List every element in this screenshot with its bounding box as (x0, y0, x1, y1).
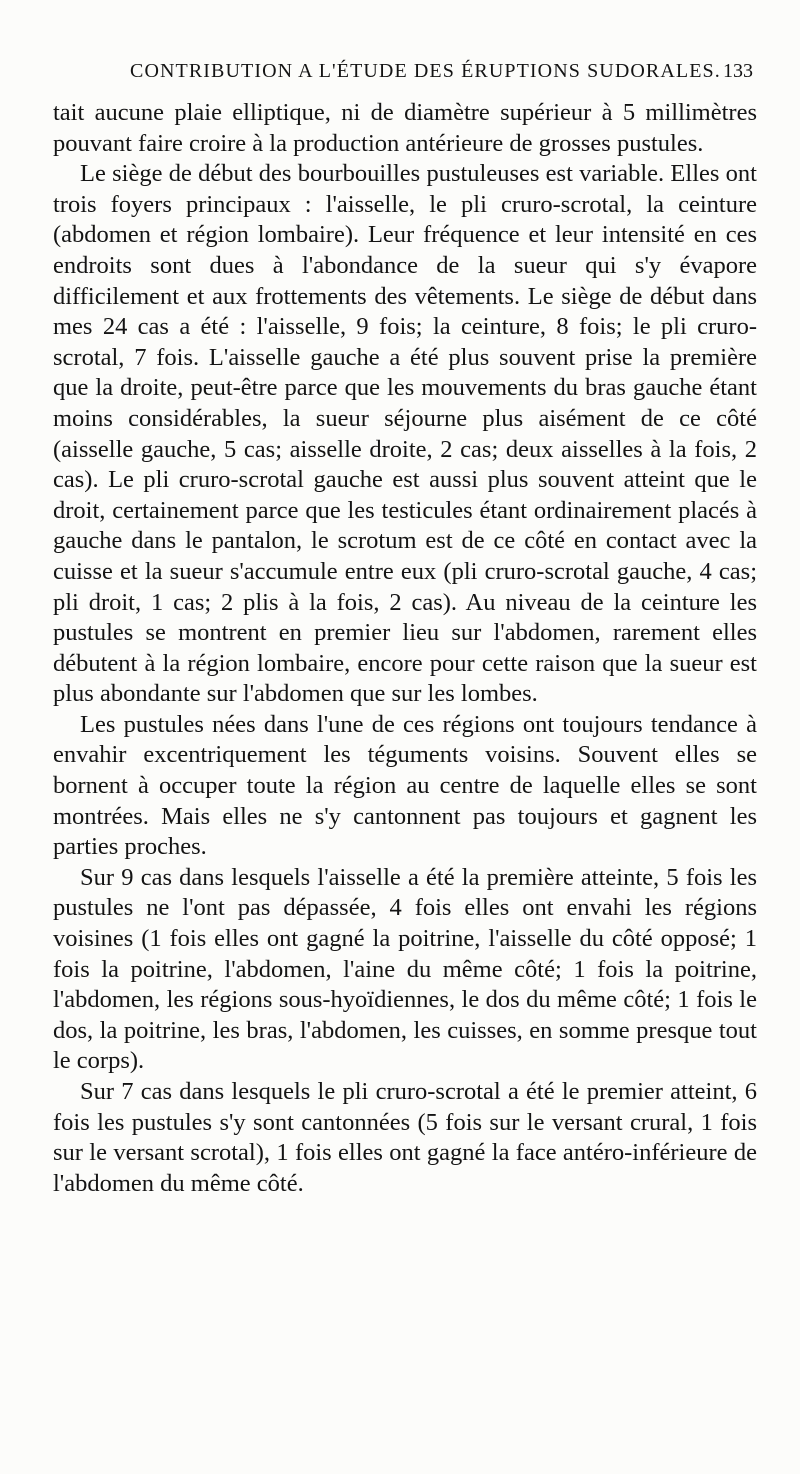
running-title: CONTRIBUTION A L'ÉTUDE DES ÉRUPTIONS SUDORALES. (130, 60, 721, 82)
paragraph-continued: tait aucune plaie elliptique, ni de diamètre supérieur à 5 millimètres pouvant faire croire à la production antérieure de grosses pustules. (53, 99, 757, 157)
paragraph-aisselle-cases: Sur 9 cas dans lesquels l'aisselle a été la première atteinte, 5 fois les pustules ne l'ont pas dépassée, 4 fois elles ont envahi les régions voisines (1 fois elles ont gagné la poitrine, l'aisselle du côté opposé; 1 fois la poitrine, l'abdomen, l'aine du même côté; 1 fois la poitrine, l'abdomen, les régions sous-hyoïdiennes, le dos du même côté; 1 fois le dos, la poitrine, les bras, l'abdomen, les cuisses, en somme presque tout le corps). (53, 863, 757, 1075)
paragraph-pli-cruro-scrotal-cases: Sur 7 cas dans lesquels le pli cruro-scrotal a été le premier atteint, 6 fois les pustules s'y sont cantonnées (5 fois sur le versant crural, 1 fois sur le versant scrotal), 1 fois elles ont gagné la face antéro-inférieure de l'abdomen du même côté. (53, 1078, 757, 1197)
running-header (0, 60, 800, 86)
paragraph-siege-de-debut: Le siège de début des bourbouilles pustuleuses est variable. Elles ont trois foyers principaux : l'aisselle, le pli cruro-scrotal, la ceinture (abdomen et région lombaire). Leur fréquence et leur intensité en ces endroits sont dues à l'abondance de la sueur qui s'y évapore difficilement et aux frottements des vêtements. Le siège de début dans mes 24 cas a été : l'aisselle, 9 fois; la ceinture, 8 fois; le pli cruro-scrotal, 7 fois. L'aisselle gauche a été plus souvent prise la première que la droite, peut-être parce que les mouvements du bras gauche étant moins considérables, la sueur séjourne plus aisément de ce côté (aisselle gauche, 5 cas; aisselle droite, 2 cas; deux aisselles à la fois, 2 cas). Le pli cruro-scrotal gauche est aussi plus souvent atteint que le droit, certainement parce que les testicules étant ordinairement placés à gauche dans le pantalon, le scrotum est de ce côté en contact avec la cuisse et la sueur s'accumule entre eux (pli cruro-scrotal gauche, 4 cas; pli droit, 1 cas; 2 plis à la fois, 2 cas). Au niveau de la ceinture les pustules se montrent en premier lieu sur l'abdomen, rarement elles débutent à la région lombaire, encore pour cette raison que la sueur est plus abondante sur l'abdomen que sur les lombes. (53, 160, 757, 708)
paragraph-extension: Les pustules nées dans l'une de ces régions ont toujours tendance à envahir excentriquement les téguments voisins. Souvent elles se bornent à occuper toute la région au centre de laquelle elles se sont montrées. Mais elles ne s'y cantonnent pas toujours et gagnent les parties proches. (53, 710, 757, 861)
body-text (53, 98, 757, 1199)
page-number: 133 (723, 60, 753, 82)
